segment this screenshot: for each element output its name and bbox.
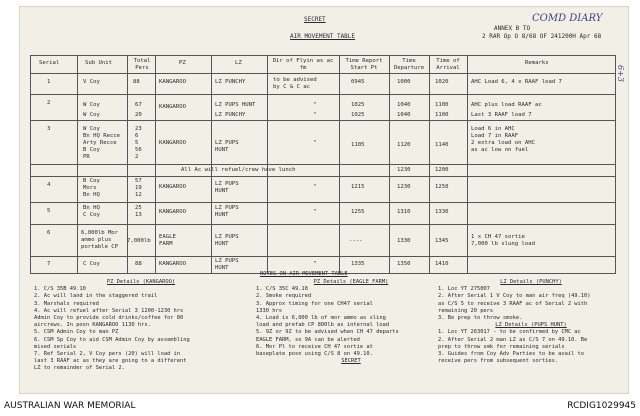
- row3-lz: LZ PUPS HUNT: [215, 140, 239, 153]
- row5-report: 1255: [351, 209, 365, 215]
- pz-eagle-line: 3. Approx timing for one CH47 serial: [256, 300, 373, 307]
- document-reference: 2 RAR Op O 8/68 OF 241200H Apr 68: [482, 33, 602, 40]
- header-time-arrival: Time of Arrival: [436, 58, 460, 71]
- pz-kangaroo-line: last 3 RAAF ac as they are going to a different: [34, 358, 187, 365]
- row2-pers: 67 20: [135, 102, 142, 118]
- row5-dep: 1310: [397, 209, 411, 215]
- lz-pups-line: 3. Guides from Coy Adv Parties to be avail to: [438, 351, 585, 358]
- row7-sub-unit: C Coy: [83, 261, 100, 267]
- row3-serial: 3: [47, 126, 51, 132]
- row2-arr: 1100 1100: [435, 102, 449, 118]
- lz-pups-line: prep to throw smk for remaining serials: [438, 343, 565, 350]
- header-pz: PZ: [179, 60, 186, 66]
- row7-pers: 88: [135, 261, 142, 267]
- notes-pz-eagle: [256, 279, 446, 365]
- row1-lz: LZ PUNCHY: [215, 79, 246, 85]
- row1-sub-unit: V Coy: [83, 79, 100, 85]
- pz-eagle-line: 1. C/S 35C 49.10: [256, 286, 308, 293]
- notes-pz-kangaroo: [34, 279, 248, 373]
- pz-kangaroo-line: 4. Ac will refuel after Serial 3 1200-1230 hrs: [34, 307, 184, 314]
- row1-pers: 88: [133, 79, 140, 85]
- row6-pers: 7,000lb: [127, 238, 151, 244]
- pz-kangaroo-line: 1. C/S 35B 49.10: [34, 286, 86, 293]
- header-total-pers: Total Pers: [133, 58, 151, 71]
- row2-lz: LZ PUPS HUNT LZ PUNCHY: [215, 102, 256, 118]
- pz-eagle-line: 4. Load is 6,000 lb of mor ammo as sling: [256, 315, 386, 322]
- pz-kangaroo-line: 7. Ref Serial 2, V Coy pers (20) will load in: [34, 351, 181, 358]
- air-movement-table: [30, 55, 616, 274]
- row4-arr: 1250: [435, 184, 449, 190]
- row1-pz: KANGAROO: [159, 79, 186, 85]
- lz-punchy-line: 1. Loc YT 275007: [438, 286, 490, 293]
- row1-arr: 1020: [435, 79, 449, 85]
- row7-dep: 1350: [397, 261, 411, 267]
- pz-kangaroo-line: LZ to remainder of Serial 2.: [34, 365, 125, 372]
- pz-eagle-line: 6. Mor Pl to receive CH 47 sortie at: [256, 343, 373, 350]
- row2-dep: 1040 1040: [397, 102, 411, 118]
- row4-pz: KANGAROO: [159, 184, 186, 190]
- row4-lz: LZ PUPS HUNT: [215, 181, 239, 194]
- row2-serial: 2: [47, 100, 51, 106]
- row4-dep: 1230: [397, 184, 411, 190]
- row3-dep: 1120: [397, 142, 411, 148]
- row4-sub-unit: B Coy Mors Bn HQ: [83, 178, 100, 198]
- row5-serial: 5: [47, 208, 51, 214]
- row3-report: 1105: [351, 142, 365, 148]
- pz-eagle-line: load and prefab CP 800lb as internal load: [256, 322, 390, 329]
- header-remarks: Remarks: [525, 60, 549, 66]
- pz-eagle-line: 1330 hrs: [256, 307, 282, 314]
- row7-pz: KANGAROO: [159, 261, 186, 267]
- header-time-departure: Time Departure: [393, 58, 425, 71]
- row6-pz: EAGLE FARM: [159, 234, 176, 247]
- row6-dep: 1330: [397, 238, 411, 244]
- row6-dir: ----: [349, 238, 363, 244]
- pz-kangaroo-line: 6. CSM Sp Coy to aid CSM Admin Coy by assembling: [34, 336, 190, 343]
- refuel-dep: 1230: [397, 167, 411, 173]
- archive-name: AUSTRALIAN WAR MEMORIAL: [4, 401, 136, 411]
- row6-lz: LZ PUPS HUNT: [215, 234, 239, 247]
- pz-eagle-line: baseplate posn using C/S 8 on 49.10.: [256, 351, 373, 358]
- lz-punchy-line: remaining 20 pers: [438, 307, 494, 314]
- row1-report: 0945: [351, 79, 365, 85]
- lz-punchy-heading: LZ Details (PUNCHY): [500, 279, 562, 285]
- row5-arr: 1330: [435, 209, 449, 215]
- row6-arr: 1345: [435, 238, 449, 244]
- lz-punchy-line: 2. After Serial 1 V Coy to man air freq (49.10): [438, 293, 591, 300]
- lz-punchy-line: as C/S 5 to receive 3 RAAF ac of Serial 2 with: [438, 300, 588, 307]
- classification-top: SECRET: [304, 16, 326, 23]
- pz-kangaroo-line: aircrews. In posn KANGAROO 1130 hrs.: [34, 322, 151, 329]
- row1-remarks: AHC Load 6, 4 x RAAF load 7: [471, 79, 562, 85]
- side-mark: 6+3: [615, 65, 625, 82]
- row6-sub-unit: 6,000lb Mor ammo plus portable CP: [81, 230, 119, 250]
- pz-kangaroo-heading: PZ Details (KANGAROO): [106, 279, 176, 285]
- row1-dir: to be advised by C & C ac: [273, 77, 317, 90]
- row4-dir: ": [313, 184, 317, 190]
- notes-lz: [438, 279, 624, 365]
- row6-serial: 6: [47, 230, 51, 236]
- row7-arr: 1410: [435, 261, 449, 267]
- row5-pz: KANGAROO: [159, 209, 186, 215]
- pz-eagle-line: EAGLE FARM, so 9A can be alerted: [256, 336, 360, 343]
- row3-arr: 1140: [435, 142, 449, 148]
- row3-sub-unit: W Coy Bn HQ Recce Arty Recce B Coy PR: [83, 126, 121, 160]
- document-title: AIR MOVEMENT TABLE: [290, 33, 356, 40]
- row3-pz: KANGAROO: [159, 140, 186, 146]
- header-dir-flyin: Dir of Flyin as ac fm: [272, 58, 334, 71]
- archive-footer: [0, 398, 640, 416]
- document-sheet: [20, 7, 628, 393]
- row7-lz: LZ PUPS HUNT: [215, 258, 239, 271]
- row1-dep: 1000: [397, 79, 411, 85]
- lz-pups-line: 2. After Serial 2 man LZ as C/S 7 on 49.10. Be: [438, 336, 588, 343]
- pz-eagle-line: 5. 9Z or 9Z to be advised when CH 47 departs: [256, 329, 399, 336]
- row6-remarks: 1 x CH 47 sortie 7,000 lb slung load: [471, 234, 535, 247]
- notes-title: NOTES ON AIR MOVEMENT TABLE: [260, 271, 348, 277]
- lz-pups-line: receive pers from subsequent sorties.: [438, 358, 559, 365]
- pz-kangaroo-line: 5. CSM Admin Coy to man PZ: [34, 329, 119, 336]
- handwritten-note: COMD DIARY: [532, 13, 603, 24]
- row5-pers: 25 13: [135, 205, 142, 218]
- pz-eagle-heading: PZ Details (EAGLE FARM): [313, 279, 389, 285]
- pz-eagle-line: 2. Smoke required: [256, 293, 312, 300]
- header-time-report: Time Report Start Pt: [345, 58, 383, 71]
- row5-dir: ": [313, 209, 317, 215]
- header-lz: LZ: [235, 60, 242, 66]
- header-sub-unit: Sub Unit: [85, 60, 112, 66]
- row2-report: 1025 1025: [351, 102, 365, 118]
- pz-kangaroo-line: 3. Marshals required: [34, 300, 99, 307]
- lz-pups-line: 1. Loc YT 263017 - to be confirmed by CMC ac: [438, 329, 581, 336]
- row2-remarks: AHC plus load RAAF ac Last 3 RAAF load 7: [471, 102, 542, 118]
- classification-bottom: SECRET: [341, 358, 361, 365]
- archive-id: RCDIG1029945: [567, 401, 636, 411]
- lz-punchy-line: 3. Be prep to throw smoke.: [438, 315, 523, 322]
- pz-kangaroo-line: Admin Coy to provide cold drinks/coffee for 80: [34, 315, 184, 322]
- annex-label: ANNEX B TO: [494, 25, 531, 32]
- pz-kangaroo-line: 2. Ac will land in the staggered trail: [34, 293, 158, 300]
- row1-serial: 1: [47, 79, 51, 85]
- refuel-note: All Ac will refuel/crew have lunch: [181, 167, 296, 173]
- row3-remarks: Load 6 in AHC Load 7 in RAAF 2 extra load on AHC as ac low on fuel: [471, 126, 535, 153]
- row7-dir: ": [313, 261, 317, 267]
- row3-pers: 23 6 5 56 2: [135, 126, 142, 160]
- lz-pups-heading: LZ Details (PUPS HUNT): [495, 322, 567, 329]
- pz-kangaroo-line: mixed serials: [34, 343, 77, 350]
- row5-lz: LZ PUPS HUNT: [215, 205, 239, 218]
- row2-pz: KANGAROO: [159, 104, 186, 110]
- row2-sub-unit: W Coy W Coy: [83, 102, 100, 118]
- row5-sub-unit: Bn HQ C Coy: [83, 205, 100, 218]
- header-serial: Serial: [39, 60, 60, 66]
- row2-dir: " ": [313, 102, 317, 118]
- refuel-arr: 1200: [435, 167, 449, 173]
- row4-serial: 4: [47, 182, 51, 188]
- row4-pers: 57 19 12: [135, 178, 142, 198]
- row7-serial: 7: [47, 261, 51, 267]
- row4-report: 1215: [351, 184, 365, 190]
- row3-dir: ": [313, 140, 317, 146]
- row7-report: 1335: [351, 261, 365, 267]
